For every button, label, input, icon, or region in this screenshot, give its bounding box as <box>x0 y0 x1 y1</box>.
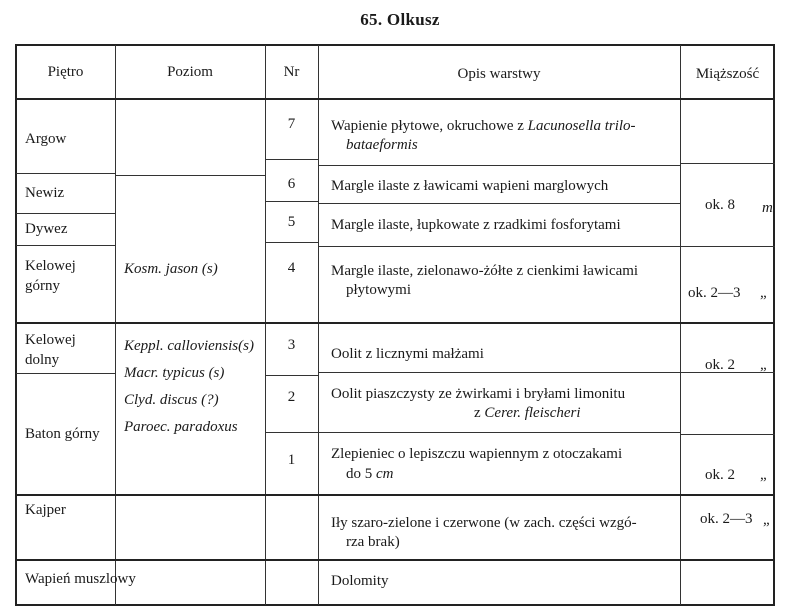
opis-text: z <box>474 405 481 421</box>
miazszosc-1-unit: m <box>762 200 773 216</box>
row-rule <box>16 245 115 246</box>
pietro-newiz: Newiz <box>25 185 65 201</box>
nr-4: 4 <box>287 260 296 276</box>
row-rule <box>265 375 318 376</box>
col-divider-nr <box>318 45 319 605</box>
opis-row-7 <box>331 117 636 136</box>
opis-row-1: Zlepieniec o lepiszczu wapiennym z otoczakami <box>331 446 623 462</box>
row-rule <box>318 165 680 166</box>
opis-wapien: Dolomity <box>331 573 389 589</box>
row-rule <box>318 372 680 373</box>
poziom-kosm: Kosm. jason (s) <box>124 261 218 277</box>
opis-species: Cerer. fleischeri <box>484 405 581 421</box>
miazszosc-2: ok. 2—3 <box>688 285 741 301</box>
miazszosc-5-ditto: „ <box>763 512 770 528</box>
row-rule <box>265 159 318 160</box>
row-rule <box>265 242 318 243</box>
row-rule <box>680 163 775 164</box>
opis-row-1-cont <box>346 465 394 484</box>
col-divider-opis <box>680 45 681 605</box>
nr-7: 7 <box>287 116 296 132</box>
opis-row-2-cont <box>474 404 581 423</box>
pietro-kelowej-dolny: Kelowej <box>25 332 76 348</box>
miazszosc-5: ok. 2—3 <box>700 511 753 527</box>
nr-1: 1 <box>287 452 296 468</box>
pietro-kelowej-dolny: dolny <box>25 352 60 368</box>
opis-text: Wapienie płytowe, okruchowe z <box>331 118 524 134</box>
header-nr: Nr <box>283 64 300 80</box>
miazszosc-2-ditto: „ <box>760 285 767 301</box>
row-rule <box>680 434 775 435</box>
header-opis: Opis warstwy <box>457 66 541 82</box>
miazszosc-1: ok. 8 <box>705 197 735 213</box>
poziom-paroec: Paroec. paradoxus <box>124 419 238 435</box>
row-rule <box>115 175 265 176</box>
poziom-clyd: Clyd. discus (?) <box>124 392 219 408</box>
row-rule <box>16 373 115 374</box>
miazszosc-3-ditto: „ <box>760 357 767 373</box>
pietro-argow: Argow <box>25 131 67 147</box>
row-rule <box>318 432 680 433</box>
group-rule <box>15 322 775 324</box>
row-rule <box>265 201 318 202</box>
header-poziom: Poziom <box>167 64 213 80</box>
opis-kajper-cont: rza brak) <box>346 534 400 550</box>
group-rule <box>15 559 775 561</box>
nr-2: 2 <box>287 389 296 405</box>
opis-row-2: Oolit piaszczysty ze żwirkami i bryłami limonitu <box>331 386 626 402</box>
col-divider-pietro <box>115 45 116 605</box>
row-rule <box>16 213 115 214</box>
row-rule <box>16 173 115 174</box>
pietro-baton-gorny: Baton górny <box>25 426 100 442</box>
opis-row-4-cont: płytowymi <box>346 282 412 298</box>
opis-row-7-cont: bataeformis <box>346 137 418 153</box>
opis-text: do 5 <box>346 466 373 482</box>
row-rule <box>265 432 318 433</box>
opis-kajper: Iły szaro-zielone i czerwone (w zach. części wzgó- <box>331 515 637 531</box>
pietro-kelowej-gorny: górny <box>25 278 60 294</box>
row-rule <box>318 246 680 247</box>
opis-species: Lacunosella trilo- <box>527 118 636 134</box>
poziom-keppl: Keppl. calloviensis(s) <box>124 338 254 354</box>
pietro-dywez: Dywez <box>25 221 68 237</box>
opis-row-3: Oolit z licznymi małżami <box>331 346 484 362</box>
pietro-wapien: Wapień muszlowy <box>25 571 136 587</box>
header-rule <box>15 98 775 100</box>
opis-unit: cm <box>376 466 394 482</box>
header-miazszosc: Miąższość <box>695 66 760 82</box>
row-rule <box>318 203 680 204</box>
nr-5: 5 <box>287 214 296 230</box>
pietro-kelowej-gorny: Kelowej <box>25 258 76 274</box>
pietro-kajper: Kajper <box>25 502 66 518</box>
opis-row-6: Margle ilaste z ławicami wapieni marglowych <box>331 178 609 194</box>
miazszosc-4-ditto: „ <box>760 467 767 483</box>
page-title: 65. Olkusz <box>360 10 440 29</box>
header-pietro: Piętro <box>47 64 84 80</box>
nr-6: 6 <box>287 176 296 192</box>
opis-row-5: Margle ilaste, łupkowate z rzadkimi fosforytami <box>331 217 621 233</box>
opis-row-4: Margle ilaste, zielonawo-żółte z cienkimi ławicami <box>331 263 639 279</box>
group-rule <box>15 494 775 496</box>
row-rule <box>680 246 775 247</box>
miazszosc-3: ok. 2 <box>705 357 735 373</box>
nr-3: 3 <box>287 337 296 353</box>
miazszosc-4: ok. 2 <box>705 467 735 483</box>
poziom-macr: Macr. typicus (s) <box>124 365 225 381</box>
